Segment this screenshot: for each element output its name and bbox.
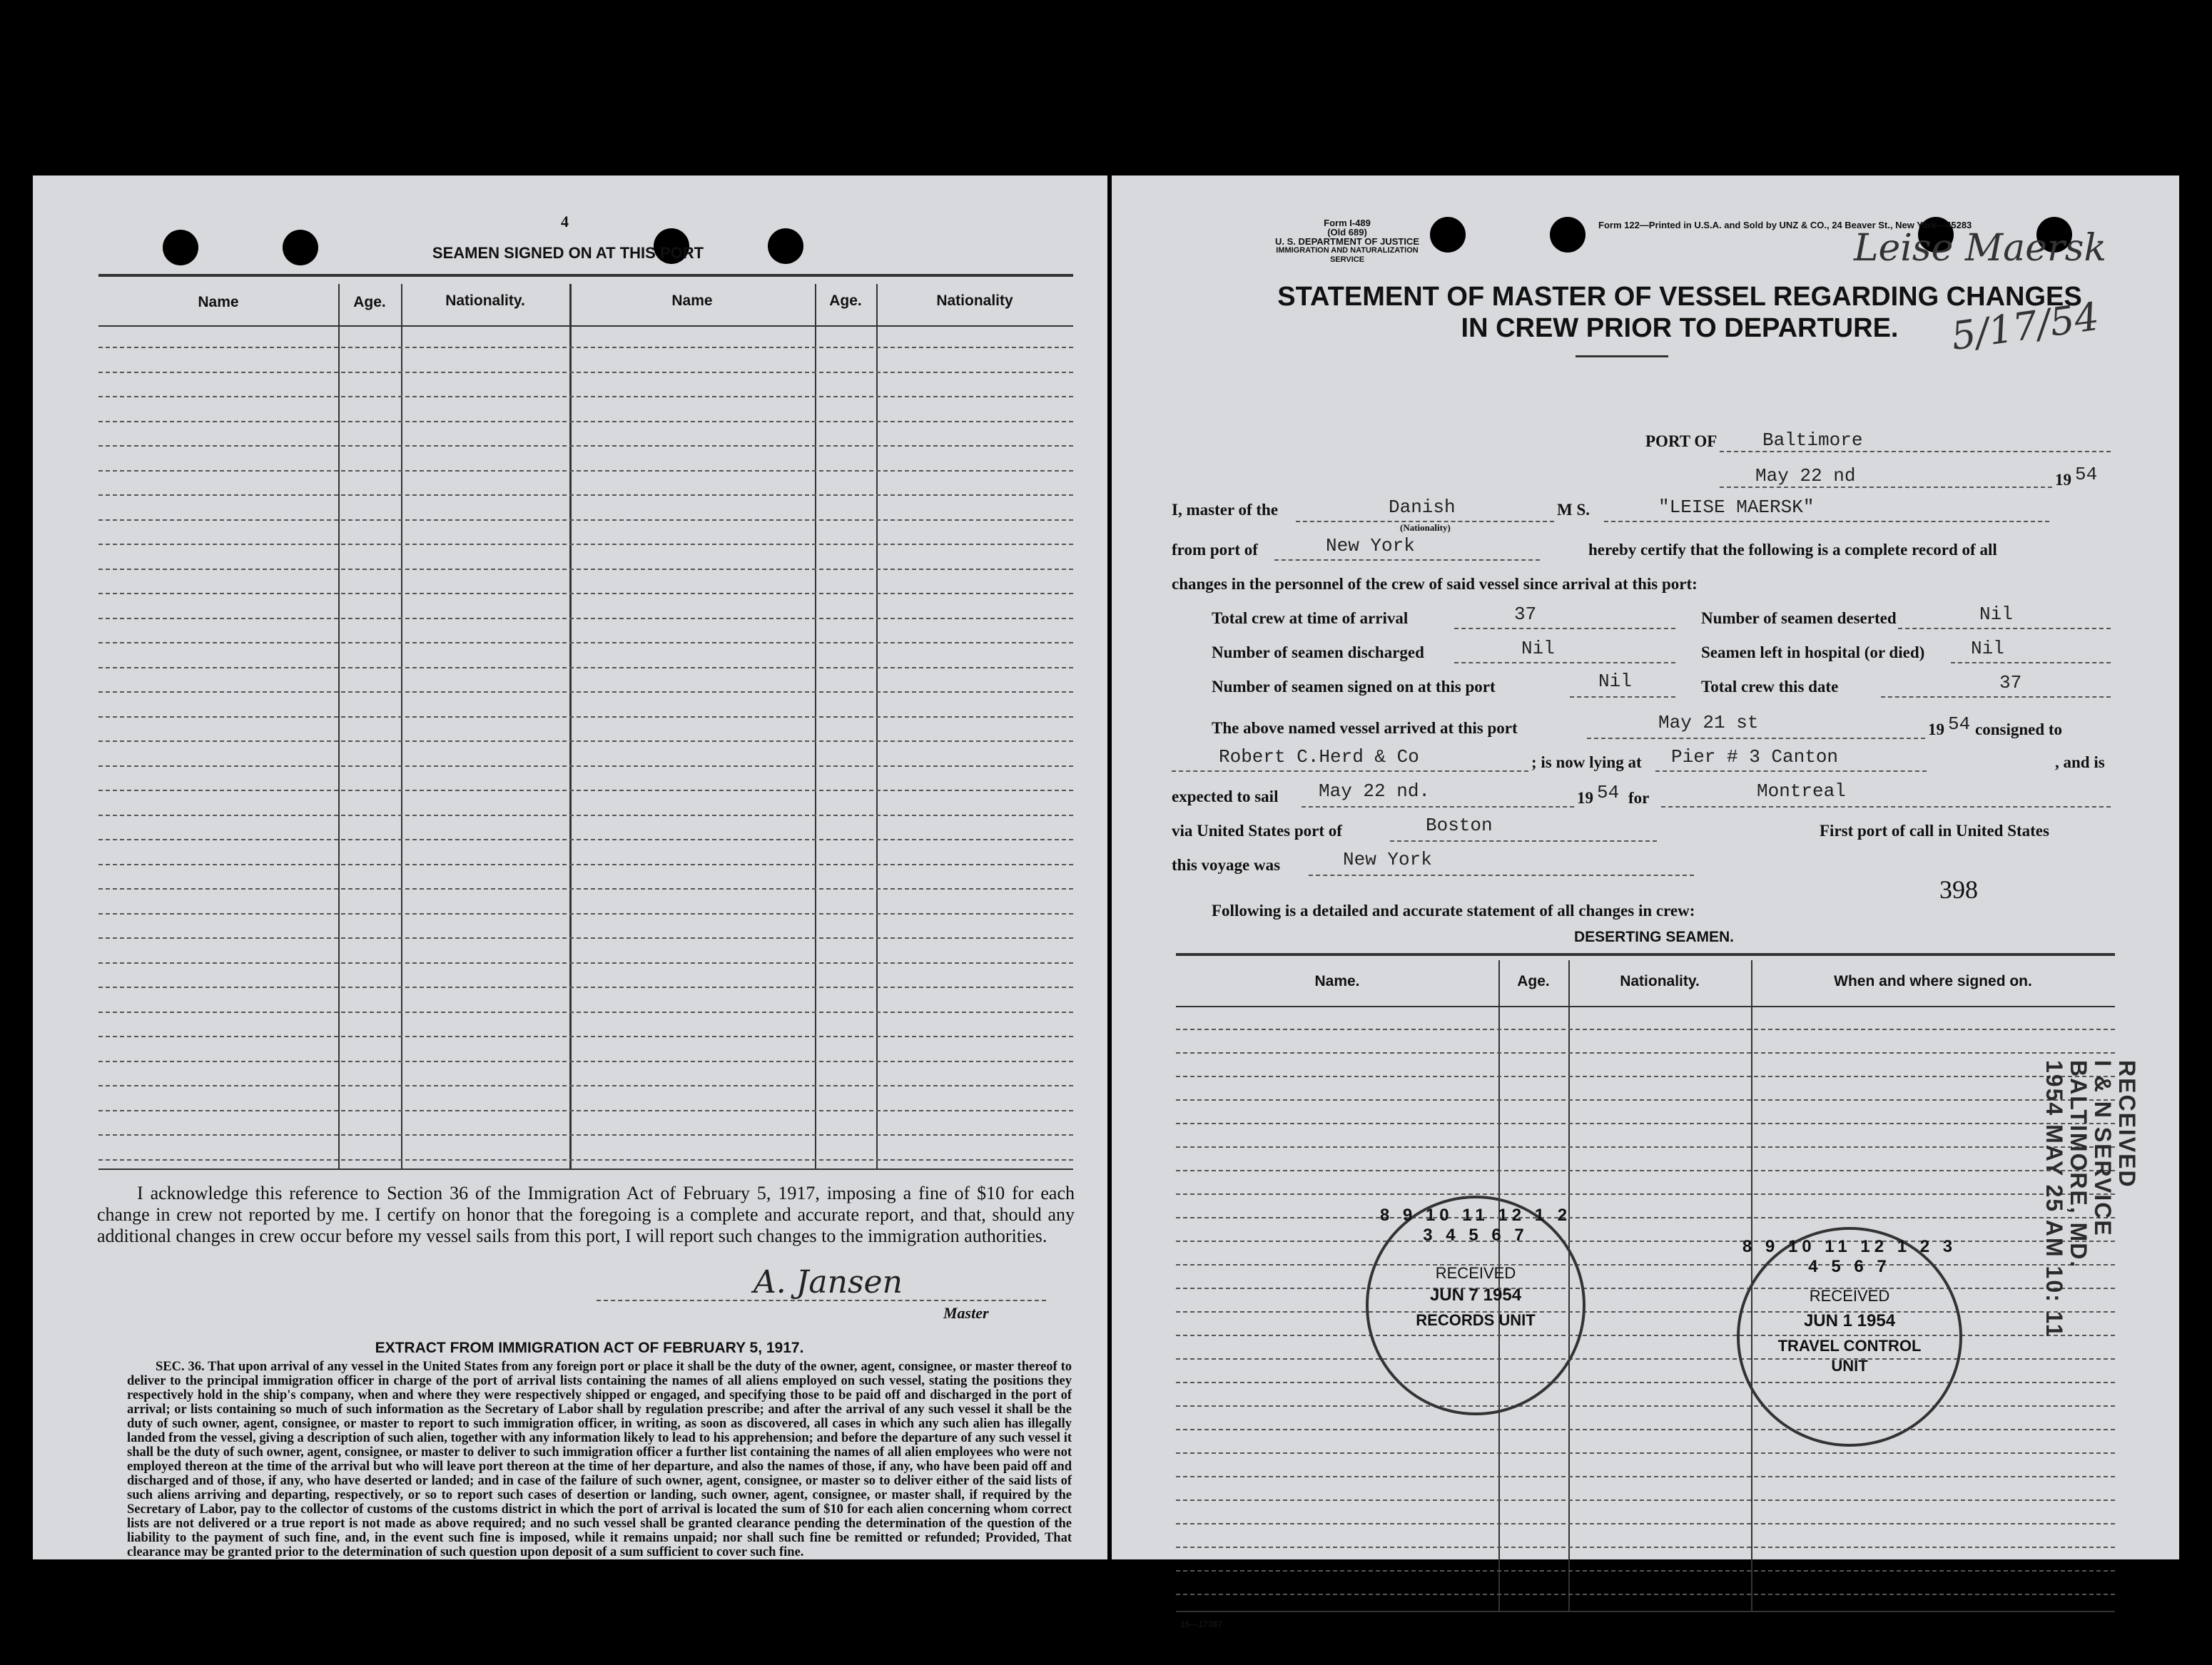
service: IMMIGRATION AND NATURALIZATION SERVICE (1276, 246, 1419, 264)
table-row (1176, 1382, 2115, 1383)
voyage-label: this voyage was (1172, 856, 1281, 874)
punch-hole (768, 228, 803, 264)
handwritten-vessel-name: Leise Maersk (1854, 227, 2106, 270)
signed-on-label: Number of seamen signed on at this port (1212, 678, 1496, 696)
table-row (98, 421, 1073, 422)
table-row (98, 937, 1073, 939)
signed-on-line (1570, 696, 1675, 698)
table-row (98, 987, 1073, 988)
from-port-line (1274, 559, 1540, 561)
punch-hole (283, 230, 318, 265)
travel-stamp-line2: JUN 1 1954 (1803, 1311, 1896, 1330)
via-line (1390, 840, 1657, 842)
table-row (98, 396, 1073, 397)
printer-note: Form 122—Printed in U.S.A. and Sold by UNZ & CO., 24 Beaver St., New York—45283 (1598, 220, 1972, 230)
certify-text: hereby certify that the following is a complete record of all (1588, 541, 1997, 559)
table-row (98, 765, 1073, 767)
via-label: via United States port of (1172, 822, 1342, 840)
table-row (98, 815, 1073, 816)
table-row (98, 1061, 1073, 1062)
total-crew-date-line (1881, 696, 2111, 698)
baltimore-stamp-line3: BALTIMORE, MD. (2066, 1060, 2091, 1269)
department: U. S. DEPARTMENT OF JUSTICE (1275, 236, 1419, 247)
date-line (1720, 487, 2052, 488)
column-header-name-2: Name (671, 292, 713, 309)
table-row (98, 888, 1073, 890)
table-row (98, 667, 1073, 668)
signature-role: Master (943, 1304, 989, 1322)
for-line (1661, 806, 2111, 808)
from-port-label: from port of (1172, 541, 1258, 559)
signed-on-value: Nil (1598, 671, 1632, 692)
form-title-line2: IN CREW PRIOR TO DEPARTURE. (1461, 313, 1899, 343)
travel-stamp-line3: TRAVEL CONTROL (1777, 1337, 1922, 1355)
column-header-nationality: Nationality. (1620, 973, 1700, 989)
column-header-nationality: Nationality. (445, 292, 525, 309)
vessel-name: "LEISE MAERSK" (1658, 497, 1815, 518)
table-row (1176, 1170, 2115, 1171)
table-header-rule (98, 325, 1073, 327)
port-label: PORT OF (1645, 432, 1718, 450)
table-row (98, 839, 1073, 840)
port-value: Baltimore (1762, 429, 1863, 451)
punch-hole (1550, 217, 1586, 253)
table-row (98, 1110, 1073, 1111)
punch-hole (1430, 217, 1466, 253)
column-header-age: Age. (1517, 973, 1550, 989)
table-row (98, 864, 1073, 865)
table-row (1176, 1146, 2115, 1148)
discharged-line (1454, 662, 1675, 663)
changes-text: changes in the personnel of the crew of said vessel since arrival at this port: (1172, 575, 1698, 593)
records-stamp-line1: RECEIVED (1435, 1264, 1516, 1282)
table-row (98, 716, 1073, 718)
table-row (1176, 1311, 2115, 1313)
from-port-value: New York (1326, 535, 1415, 556)
table-row (1176, 1452, 2115, 1454)
table-row (1176, 1570, 2115, 1572)
and-is-text: , and is (2055, 753, 2105, 771)
table-row (98, 1085, 1073, 1086)
column-header-age: Age. (353, 294, 386, 310)
table-row (98, 519, 1073, 521)
form-id-block (1269, 218, 1426, 265)
handwritten-date: 5/17/54 (1948, 293, 2102, 360)
consigned-label: consigned to (1975, 721, 2063, 738)
column-header-name: Name (198, 294, 239, 310)
deserting-table-top-rule (1176, 953, 2115, 956)
punch-hole (163, 230, 198, 265)
voyage-value: New York (1343, 849, 1432, 870)
table-row (1176, 1288, 2115, 1289)
for-label: for (1628, 789, 1650, 807)
right-page (1112, 175, 2179, 1629)
expected-label: expected to sail (1172, 788, 1279, 805)
table-row (1176, 1123, 2115, 1124)
records-unit-stamp (1366, 1196, 1586, 1415)
table-row (98, 962, 1073, 964)
year-prefix: 19 (2055, 471, 2071, 489)
total-crew-date-label: Total crew this date (1701, 678, 1839, 696)
arrived-label: The above named vessel arrived at this port (1212, 719, 1518, 737)
travel-stamp-line4: UNIT (1831, 1357, 1868, 1375)
for-value: Montreal (1757, 780, 1846, 802)
consignee-value: Robert C.Herd & Co (1219, 746, 1419, 768)
table-row (1176, 1358, 2115, 1360)
form-title-line1: STATEMENT OF MASTER OF VESSEL REGARDING CHANGES (1277, 282, 2082, 312)
master-label: I, master of the (1172, 501, 1279, 519)
total-crew-date-value: 37 (1999, 672, 2022, 693)
table-bottom-rule (98, 1168, 1073, 1170)
consignee-line (1172, 770, 1528, 772)
via-value: Boston (1426, 815, 1493, 836)
title-rule (1576, 355, 1668, 357)
column-header-signed-on: When and where signed on. (1834, 973, 2032, 989)
vessel-name-line (1604, 521, 2049, 522)
form-title (1173, 281, 2186, 344)
table-row (98, 347, 1073, 348)
deserting-table-bottom-rule (1176, 1611, 2115, 1612)
table-row (1176, 1523, 2115, 1524)
baltimore-stamp-line2: I & N SERVICE (2090, 1060, 2116, 1237)
table-row (1176, 1499, 2115, 1501)
table-row (1176, 1241, 2115, 1242)
deserting-table-header-rule (1176, 1006, 2115, 1007)
lying-line (1655, 770, 1927, 772)
table-row (98, 445, 1073, 447)
baltimore-stamp-line4: 1954 MAY 25 AM 10: 11 (2041, 1060, 2067, 1338)
section-title: SEAMEN SIGNED ON AT THIS PORT (432, 244, 704, 262)
table-row (1176, 1429, 2115, 1430)
nationality-caption: (Nationality) (1400, 522, 1451, 533)
baltimore-stamp-line1: RECEIVED (2114, 1060, 2140, 1188)
form-old: (Old 689) (1327, 227, 1367, 238)
date-value: May 22 nd (1755, 465, 1856, 487)
lying-label: ; is now lying at (1531, 753, 1642, 771)
table-row (1176, 1547, 2115, 1548)
column-header-nationality-2: Nationality (936, 292, 1013, 309)
table-row (98, 618, 1073, 619)
extract-title: EXTRACT FROM IMMIGRATION ACT OF FEBRUARY 5, 1917. (375, 1340, 804, 1356)
table-row (98, 593, 1073, 594)
form-number: Form I-489 (1324, 218, 1371, 228)
table-row (98, 544, 1073, 545)
arrived-year: 54 (1948, 713, 1971, 735)
column-header-name: Name. (1314, 973, 1360, 989)
vessel-type: M S. (1557, 501, 1590, 519)
hospital-line (1951, 662, 2111, 663)
table-row (98, 1036, 1073, 1037)
baltimore-received-stamp (2042, 1060, 2139, 1338)
table-row (1176, 1193, 2115, 1195)
travel-stamp-line1: RECEIVED (1809, 1287, 1890, 1305)
deserted-value: Nil (1979, 604, 2013, 625)
nationality-value: Danish (1389, 497, 1456, 518)
table-row (98, 740, 1073, 742)
arrived-line (1587, 738, 1925, 739)
arrived-year-prefix: 19 (1928, 721, 1944, 738)
table-row (98, 1012, 1073, 1013)
first-port-label: First port of call in United States (1820, 822, 2049, 840)
table-row (98, 470, 1073, 472)
table-row (98, 1159, 1073, 1161)
following-text: Following is a detailed and accurate statement of all changes in crew: (1212, 902, 1695, 920)
lying-value: Pier # 3 Canton (1671, 746, 1839, 768)
table-row (1176, 1076, 2115, 1077)
table-row (98, 913, 1073, 915)
table-row (98, 790, 1073, 791)
hospital-label: Seamen left in hospital (or died) (1701, 643, 1925, 661)
records-stamp-ring: 8 9 10 11 12 1 2 3 4 5 6 7 (1379, 1206, 1572, 1245)
sail-value: May 22 nd. (1319, 780, 1431, 802)
sail-year: 54 (1597, 782, 1620, 803)
table-row (1176, 1029, 2115, 1030)
total-crew-arrival-value: 37 (1514, 604, 1537, 625)
discharged-value: Nil (1521, 638, 1555, 659)
table-row (1176, 1405, 2115, 1407)
deserted-line (1898, 628, 2111, 629)
table-row (1176, 1264, 2115, 1266)
master-signature: A. Jansen (754, 1264, 903, 1300)
records-stamp-line3: RECORDS UNIT (1416, 1311, 1536, 1329)
table-row (1176, 1476, 2115, 1477)
port-line (1720, 451, 2111, 452)
discharged-label: Number of seamen discharged (1212, 643, 1424, 661)
records-stamp-line2: JUN 7 1954 (1429, 1285, 1522, 1305)
table-row (1176, 1052, 2115, 1054)
table-row (98, 494, 1073, 496)
total-crew-arrival-label: Total crew at time of arrival (1212, 609, 1409, 627)
year-value: 54 (2075, 464, 2098, 485)
column-header-age-2: Age. (829, 292, 862, 309)
page-number: 4 (561, 213, 569, 230)
deserting-title: DESERTING SEAMEN. (1573, 929, 1735, 945)
extract-text: SEC. 36. That upon arrival of any vessel in the United States from any foreign port or place it shall be the duty of the owner, agent, consignee, or master thereof to deliver to the principal immigration officer in charge of the port of arrival lists containing the names of all aliens employed on such vessel, stating the positions they respectively hold in the ship's company, when and where they were respectively shipped or engaged, and specifying those to be paid off and discharged in the port of arrival; or lists containing so much of such information as the Secretary of Labor shall by regulation prescribe; and after the arrival of any such vessel it shall be the duty of such owner, agent, consignee, or master to report to such immigration officer, in writing, as soon as discovered, all cases in which any such alien has illegally landed from the vessel, giving a description of such alien, together with any information likely to lead to his apprehension; and before the departure of any such vessel it shall be the duty of such owner, agent, consignee, or master to deliver to such immigration officer a further list containing the names of all alien employees who were not employed thereon at the time of the arrival but who will leave port thereon at the time of her departure, and also the names of those, if any, who have been paid off and discharged and of those, if any, who have deserted or landed; and in case of the failure of such owner, agent, consignee, or master so to deliver either of the said lists of such aliens arriving and departing, respectively, or so to report such cases of desertion or landing, such owner, agent, consignee, or master shall, if required by the Secretary of Labor, pay to the collector of customs of the customs district in which the port of arrival is located the sum of $10 for each alien concerning whom correct lists are not delivered or a true report is not made as above required; and no such vessel shall be granted clearance pending the determination of the question of the liability to the payment of such fine, and, in the event such fine is imposed, while it remains unpaid; nor shall such fine be remitted or refunded; Provided, That clearance may be granted prior to the determination of such question upon deposit of a sum sufficient to cover such fine. (127, 1360, 1072, 1559)
deserted-label: Number of seamen deserted (1701, 609, 1897, 627)
table-row (98, 1134, 1073, 1136)
table-row (1176, 1335, 2115, 1336)
travel-stamp-ring: 8 9 10 11 12 1 2 3 4 5 6 7 (1742, 1237, 1957, 1276)
travel-control-stamp (1737, 1227, 1962, 1447)
voyage-line (1309, 875, 1694, 876)
table-row (98, 372, 1073, 373)
table-row (1176, 1099, 2115, 1101)
arrived-value: May 21 st (1658, 712, 1759, 733)
document-number: 398 (1939, 875, 1978, 904)
table-row (1176, 1594, 2115, 1595)
acknowledgement-text: I acknowledge this reference to Section 36 of the Immigration Act of February 5, 1917, imposing a fine of $10 for each change in crew not reported by me. I certify on honor that the foregoing is a complete and accurate report, and that, should any additional changes in crew occur before my vessel sails from this port, I will report such changes to the immigration authorities. (97, 1183, 1075, 1246)
table-row (1176, 1217, 2115, 1218)
left-page (33, 175, 1107, 1559)
sail-year-prefix: 19 (1577, 789, 1593, 807)
table-row (98, 569, 1073, 570)
table-row (98, 691, 1073, 693)
hospital-value: Nil (1971, 638, 2004, 659)
footer-code: 16—17387 (1180, 1619, 1222, 1629)
table-row (98, 642, 1073, 643)
table-top-rule (98, 274, 1073, 277)
sail-line (1302, 806, 1574, 808)
total-crew-arrival-line (1454, 628, 1675, 629)
